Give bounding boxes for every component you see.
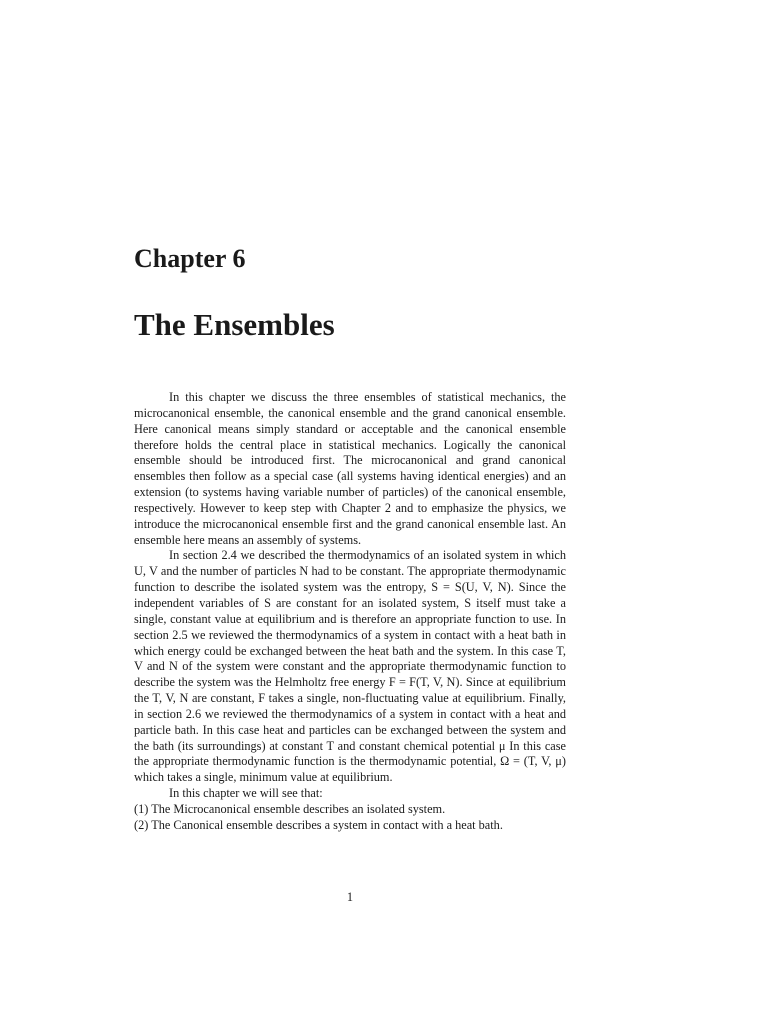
paragraph-2: In section 2.4 we described the thermodynamics of an isolated system in which U, V and the number of particles N had to be constant. The appropriate thermodynamic function to describe the isolated system was the entropy, S = S(U, V, N). Since the independent variables of S are constant for an isolated system, S itself must take a single, constant value at equilibrium and is therefore an appropriate function to use. In section 2.5 we reviewed the thermodynamics of a system in contact with a heat bath in which energy could be exchanged between the heat bath and the system. In this case T, V and N of the system were constant and the appropriate thermodynamic function to describe the system was the Helmholtz free energy F = F(T, V, N). Since at equilibrium the T, V, N are constant, F takes a single, non-fluctuating value at equilibrium. Finally, in section 2.6 we reviewed the thermodynamics of a system in contact with a heat and particle bath. In this case heat and particles can be exchanged between the system and the bath (its surroundings) at constant T and constant chemical potential μ In this case the appropriate thermodynamic function is the thermodynamic potential, Ω = (T, V, μ) which takes a single, minimum value at equilibrium. — [134, 548, 566, 785]
chapter-body — [134, 390, 566, 834]
chapter-label: Chapter 6 — [134, 244, 246, 273]
paragraph-1: In this chapter we discuss the three ensembles of statistical mechanics, the microcanonical ensemble, the canonical ensemble and the grand canonical ensemble. Here canonical means simply standard or acceptable and the canonical ensemble therefore holds the central place in statistical mechanics. Logically the canonical ensemble should be introduced first. The microcanonical and grand canonical ensembles then follow as a special case (all systems having identical energies) and an extension (to systems having variable number of particles) of the canonical ensemble, respectively. However to keep step with Chapter 2 and to emphasize the physics, we introduce the microcanonical ensemble first and the grand canonical ensemble last. An ensemble here means an assembly of systems. — [134, 390, 566, 547]
paragraph-3: In this chapter we will see that: — [169, 786, 323, 801]
chapter-title: The Ensembles — [134, 307, 335, 342]
list-item: (2) The Canonical ensemble describes a system in contact with a heat bath. — [134, 817, 503, 832]
page-number: 1 — [346, 890, 354, 904]
list-item: (1) The Microcanonical ensemble describes an isolated system. — [134, 801, 446, 816]
